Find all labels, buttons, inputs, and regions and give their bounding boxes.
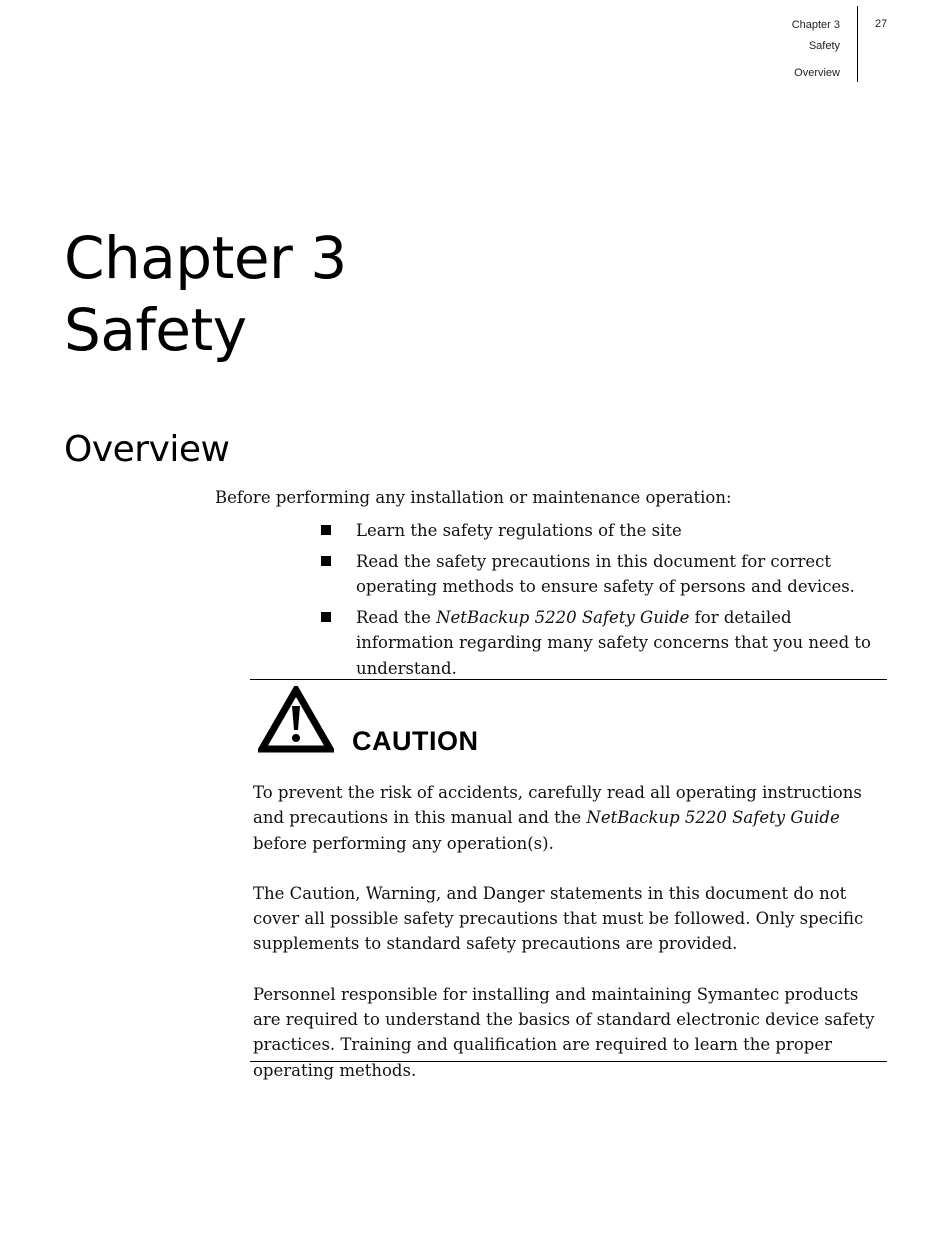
list-item [318,549,878,600]
page-number: 27 [875,18,888,30]
section-title: Overview [64,429,230,470]
square-bullet-icon [321,556,331,566]
caution-paragraph-3: Personnel responsible for installing and maintaining Symantec products are required to understand the basics of standard electronic device safety practices. Training and qualification are required to learn the proper operating methods. [253,984,875,1080]
header-section: Overview [794,67,840,79]
caution-notice [250,679,887,1080]
list-item-text: Read the safety precautions in this document for correct operating methods to ensure safety of persons and devices. [356,551,855,596]
safety-guide-title: NetBackup 5220 Safety Guide [586,808,840,828]
header-title: Safety [808,40,840,52]
intro-paragraph: Before performing any installation or maintenance operation: [215,488,732,507]
caution-p1-before: To prevent the risk of accidents, carefully read all operating instructions and precautions in this manual and the [253,783,862,828]
chapter-title-line1: Chapter 3 [64,224,347,292]
chapter-title [64,222,347,366]
warning-triangle-icon [258,686,334,754]
header-divider [857,6,858,82]
list-item-text [356,608,871,678]
list-item-text-after: for detailed information regarding many safety concerns that you need to understand. [356,607,871,678]
safety-guide-title: NetBackup 5220 Safety Guide [436,607,690,627]
caution-paragraph-2: The Caution, Warning, and Danger statements in this document do not cover all possible safety precautions that must be followed. Only specific supplements to standard safety precautions are provided. [253,883,864,954]
square-bullet-icon [321,525,331,535]
caution-text [253,780,885,1108]
safety-bullet-list [318,518,878,686]
list-item [318,605,878,682]
running-header [640,18,840,80]
caution-paragraph-1 [253,780,885,856]
header-chapter: Chapter 3 [791,19,840,31]
chapter-title-line2: Safety [64,296,247,364]
caution-label: CAUTION [352,726,479,756]
list-item-text-before: Read the [356,607,437,627]
list-item [318,518,878,544]
list-item-text: Learn the safety regulations of the site [356,521,682,540]
square-bullet-icon [321,612,331,622]
caution-p1-after: before performing any operation(s). [253,833,554,853]
